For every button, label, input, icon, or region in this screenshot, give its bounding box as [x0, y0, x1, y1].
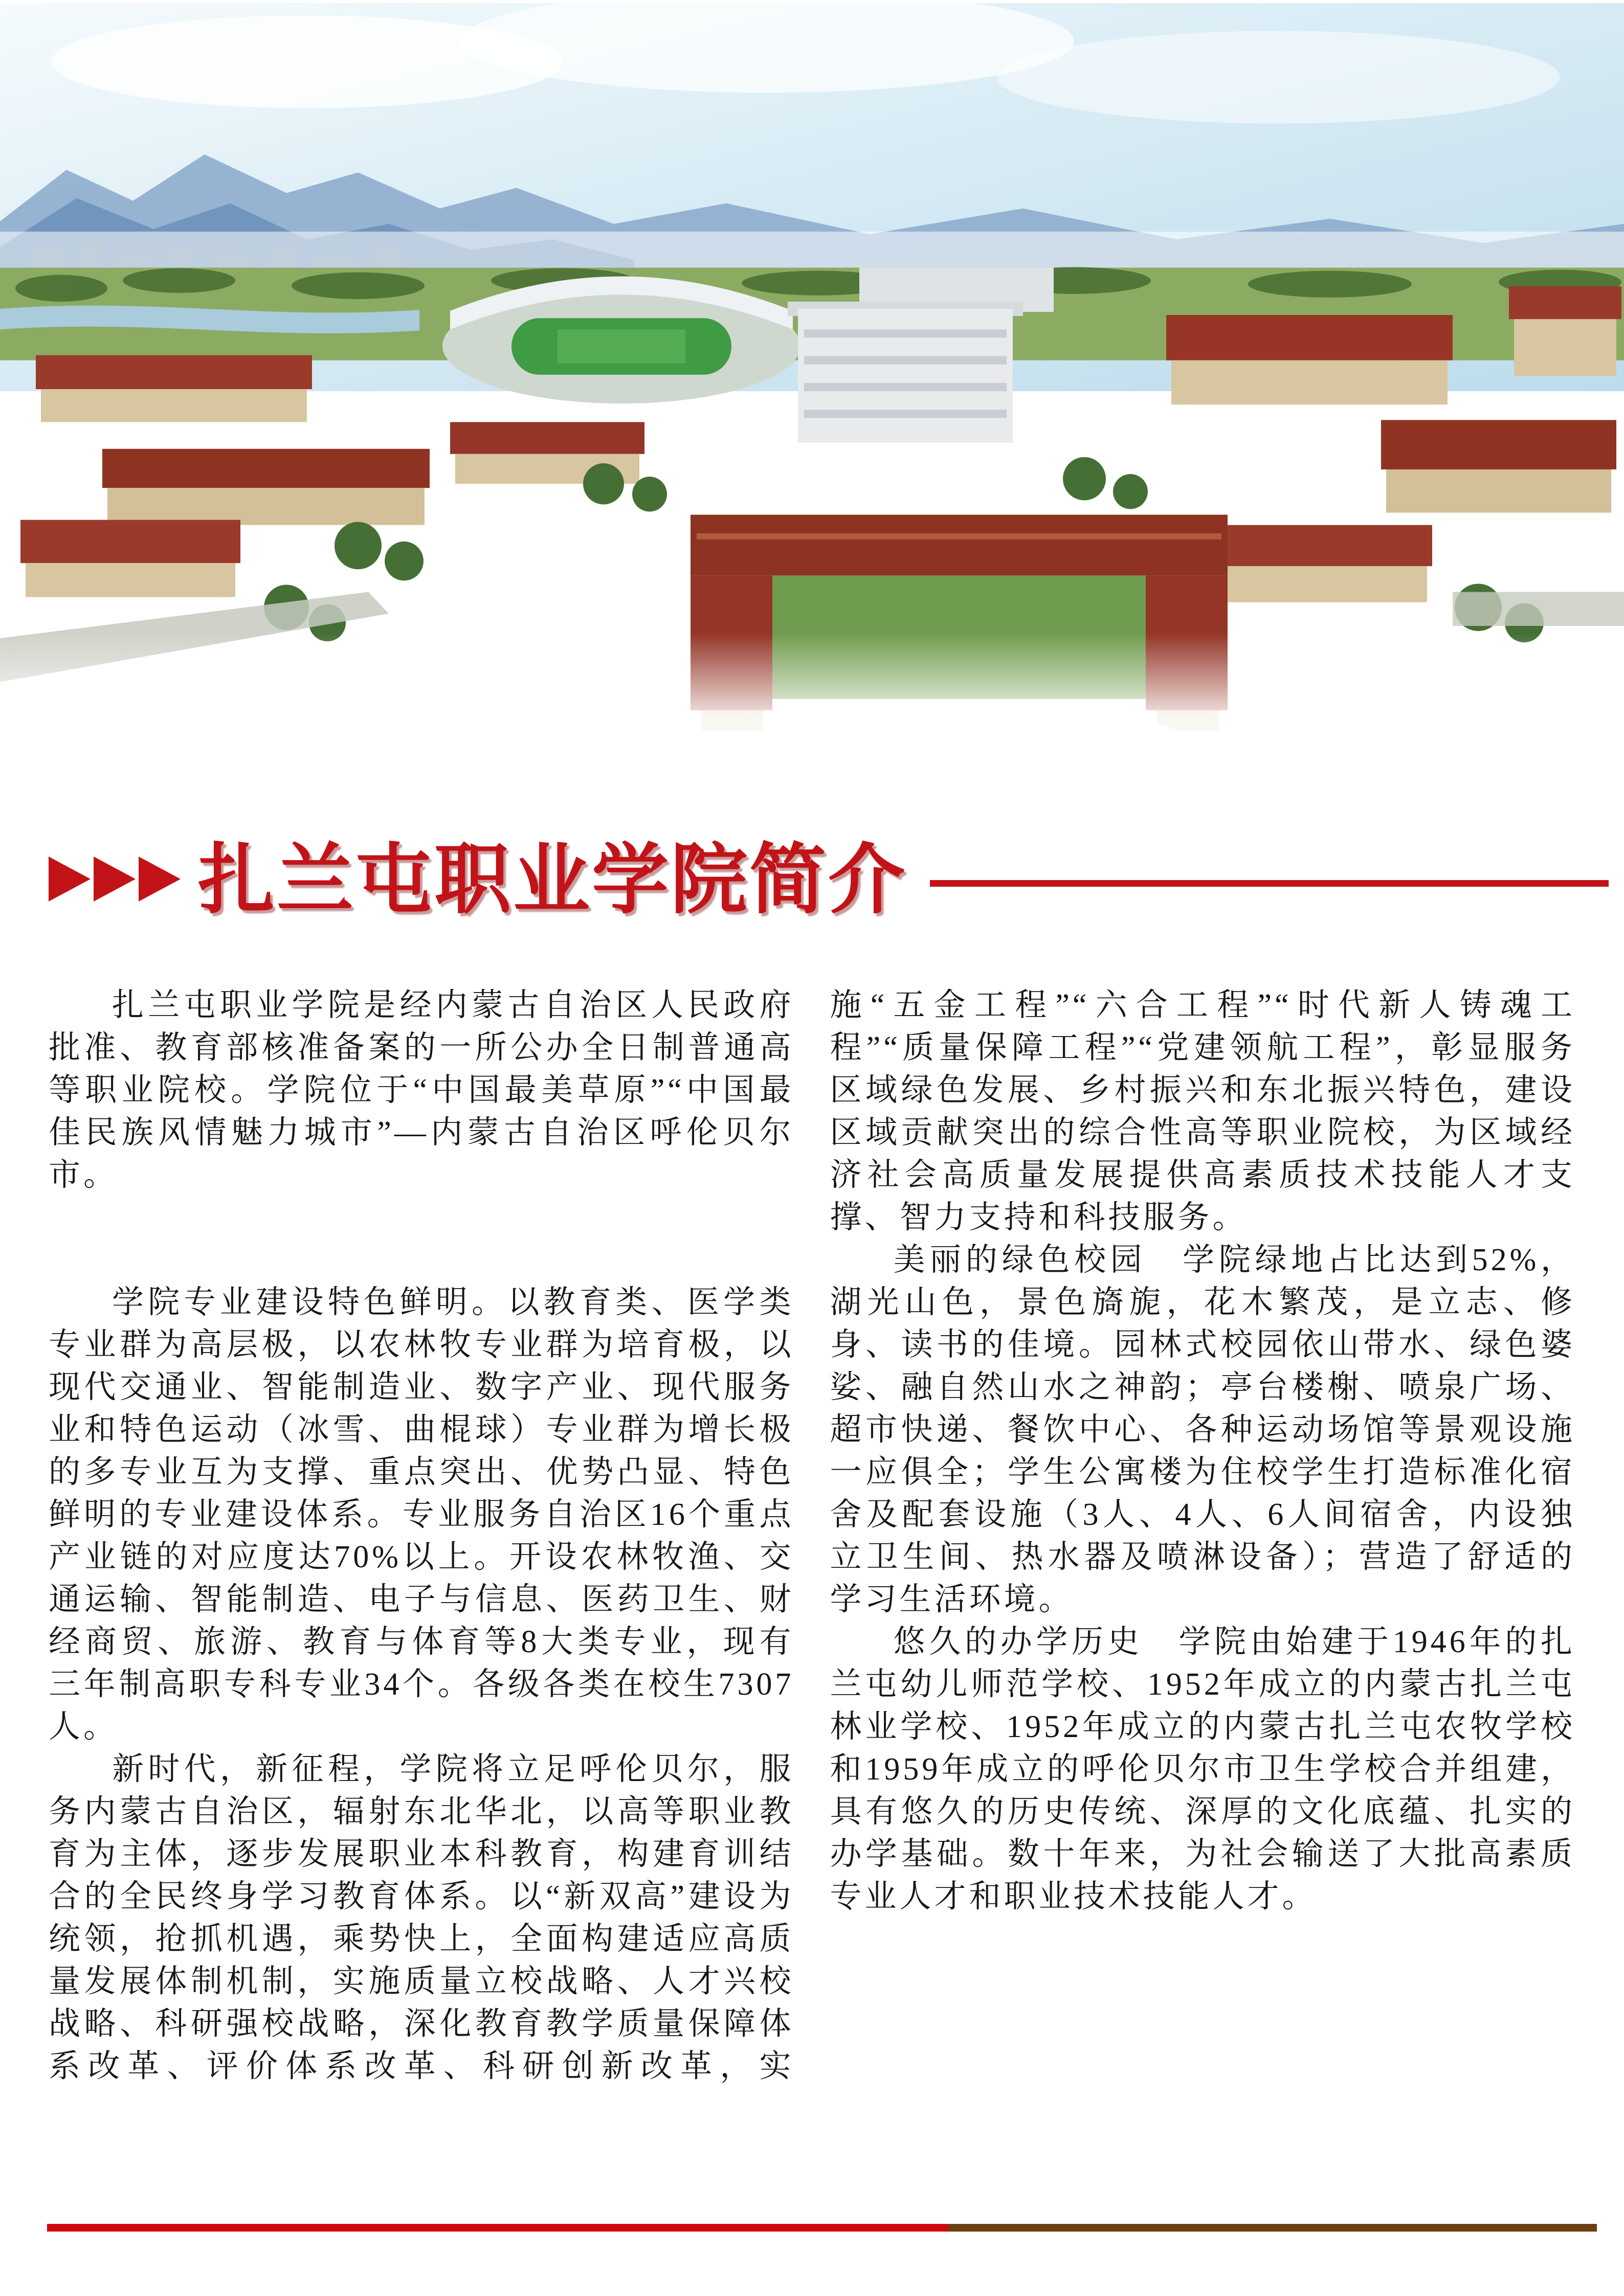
photo-buildings-right	[1166, 286, 1621, 602]
footer-bar-red	[47, 2224, 948, 2232]
paragraph-new-era: 新时代，新征程，学院将立足呼伦贝尔，服务内蒙古自治区，辐射东北华北，以高等职业教育为主体，逐步发展职业本科教育，构建育训结合的全民终身学习教育体系。以“新双高”建设为统领，抢抓机遇，乘势快上，全面构建适应高质量发展体制机制，实施质量立校战略、人才兴校战略、科研强校战略，深化教育教学质量保障体系改革、评价体系改革、科研创新改革，实施“五金工程”“六合工程”“时代新人铸魂工程”“质量保障工程”“党建领航工程”，彰显服务区域绿色发展、乡村振兴和东北振兴特色，建设区域贡献突出的综合性高等职业院校，为区域经济社会高质量发展提供高素质技术技能人才支撑、智力支持和科技服务。	[49, 988, 1575, 2084]
paragraph-overview: 扎兰屯职业学院是经内蒙古自治区人民政府批准、教育部核准备案的一所公办全日制普通高等职业院校。学院位于“中国最美草原”“中国最佳民族风情魅力城市”—内蒙古自治区呼伦贝尔市。	[49, 988, 794, 1192]
campus-photo	[0, 0, 1624, 782]
triple-arrow-icon	[49, 857, 184, 902]
arrow-right-icon	[139, 857, 181, 902]
arrow-right-icon	[94, 857, 136, 902]
footer-bar-brown	[948, 2224, 1597, 2232]
paragraph-green-campus: 美丽的绿色校园 学院绿地占比达到52%，湖光山色，景色旖旎，花木繁茂，是立志、修身、读书的佳境。园林式校园依山带水、绿色婆娑、融自然山水之神韵；亭台楼榭、喷泉广场、超市快递、餐饮中心、各种运动场馆等景观设施一应俱全；学生公寓楼为住校学生打造标准化宿舍及配套设施（3人、4人、6人间宿舍，内设独立卫生间、热水器及喷淋设备）；营造了舒适的学习生活环境。	[830, 1243, 1575, 1617]
paragraph-history: 悠久的办学历史 学院由始建于1946年的扎兰屯幼儿师范学校、1952年成立的内蒙古扎兰屯林业学校、1952年成立的内蒙古扎兰屯农牧学校和1959年成立的呼伦贝尔市卫生学校合并组建，具有悠久的历史传统、深厚的文化底蕴、扎实的办学基础。数十年来，为社会输送了大批高素质专业人才和职业技术技能人才。	[830, 1625, 1575, 1914]
photo-stadium	[442, 277, 800, 404]
paragraph-majors: 学院专业建设特色鲜明。以教育类、医学类专业群为高层极，以农林牧专业群为培育极，以现代交通业、智能制造业、数字产业、现代服务业和特色运动（冰雪、曲棍球）专业群为增长极的多专业互为支撑、重点突出、优势凸显、特色鲜明的专业建设体系。专业服务自治区16个重点产业链的对应度达70%以上。开设农林牧渔、交通运输、智能制造、电子与信息、医药卫生、财经商贸、旅游、教育与体育等8大类专业，现有三年制高职专科专业34个。各级各类在校生7307人。	[49, 1285, 794, 1744]
introduction-article	[49, 984, 1575, 2120]
page-title: 扎兰屯职业学院简介	[198, 838, 907, 923]
title-rule-line	[930, 880, 1609, 887]
arrow-right-icon	[49, 857, 91, 902]
section-title-row	[49, 835, 1609, 927]
